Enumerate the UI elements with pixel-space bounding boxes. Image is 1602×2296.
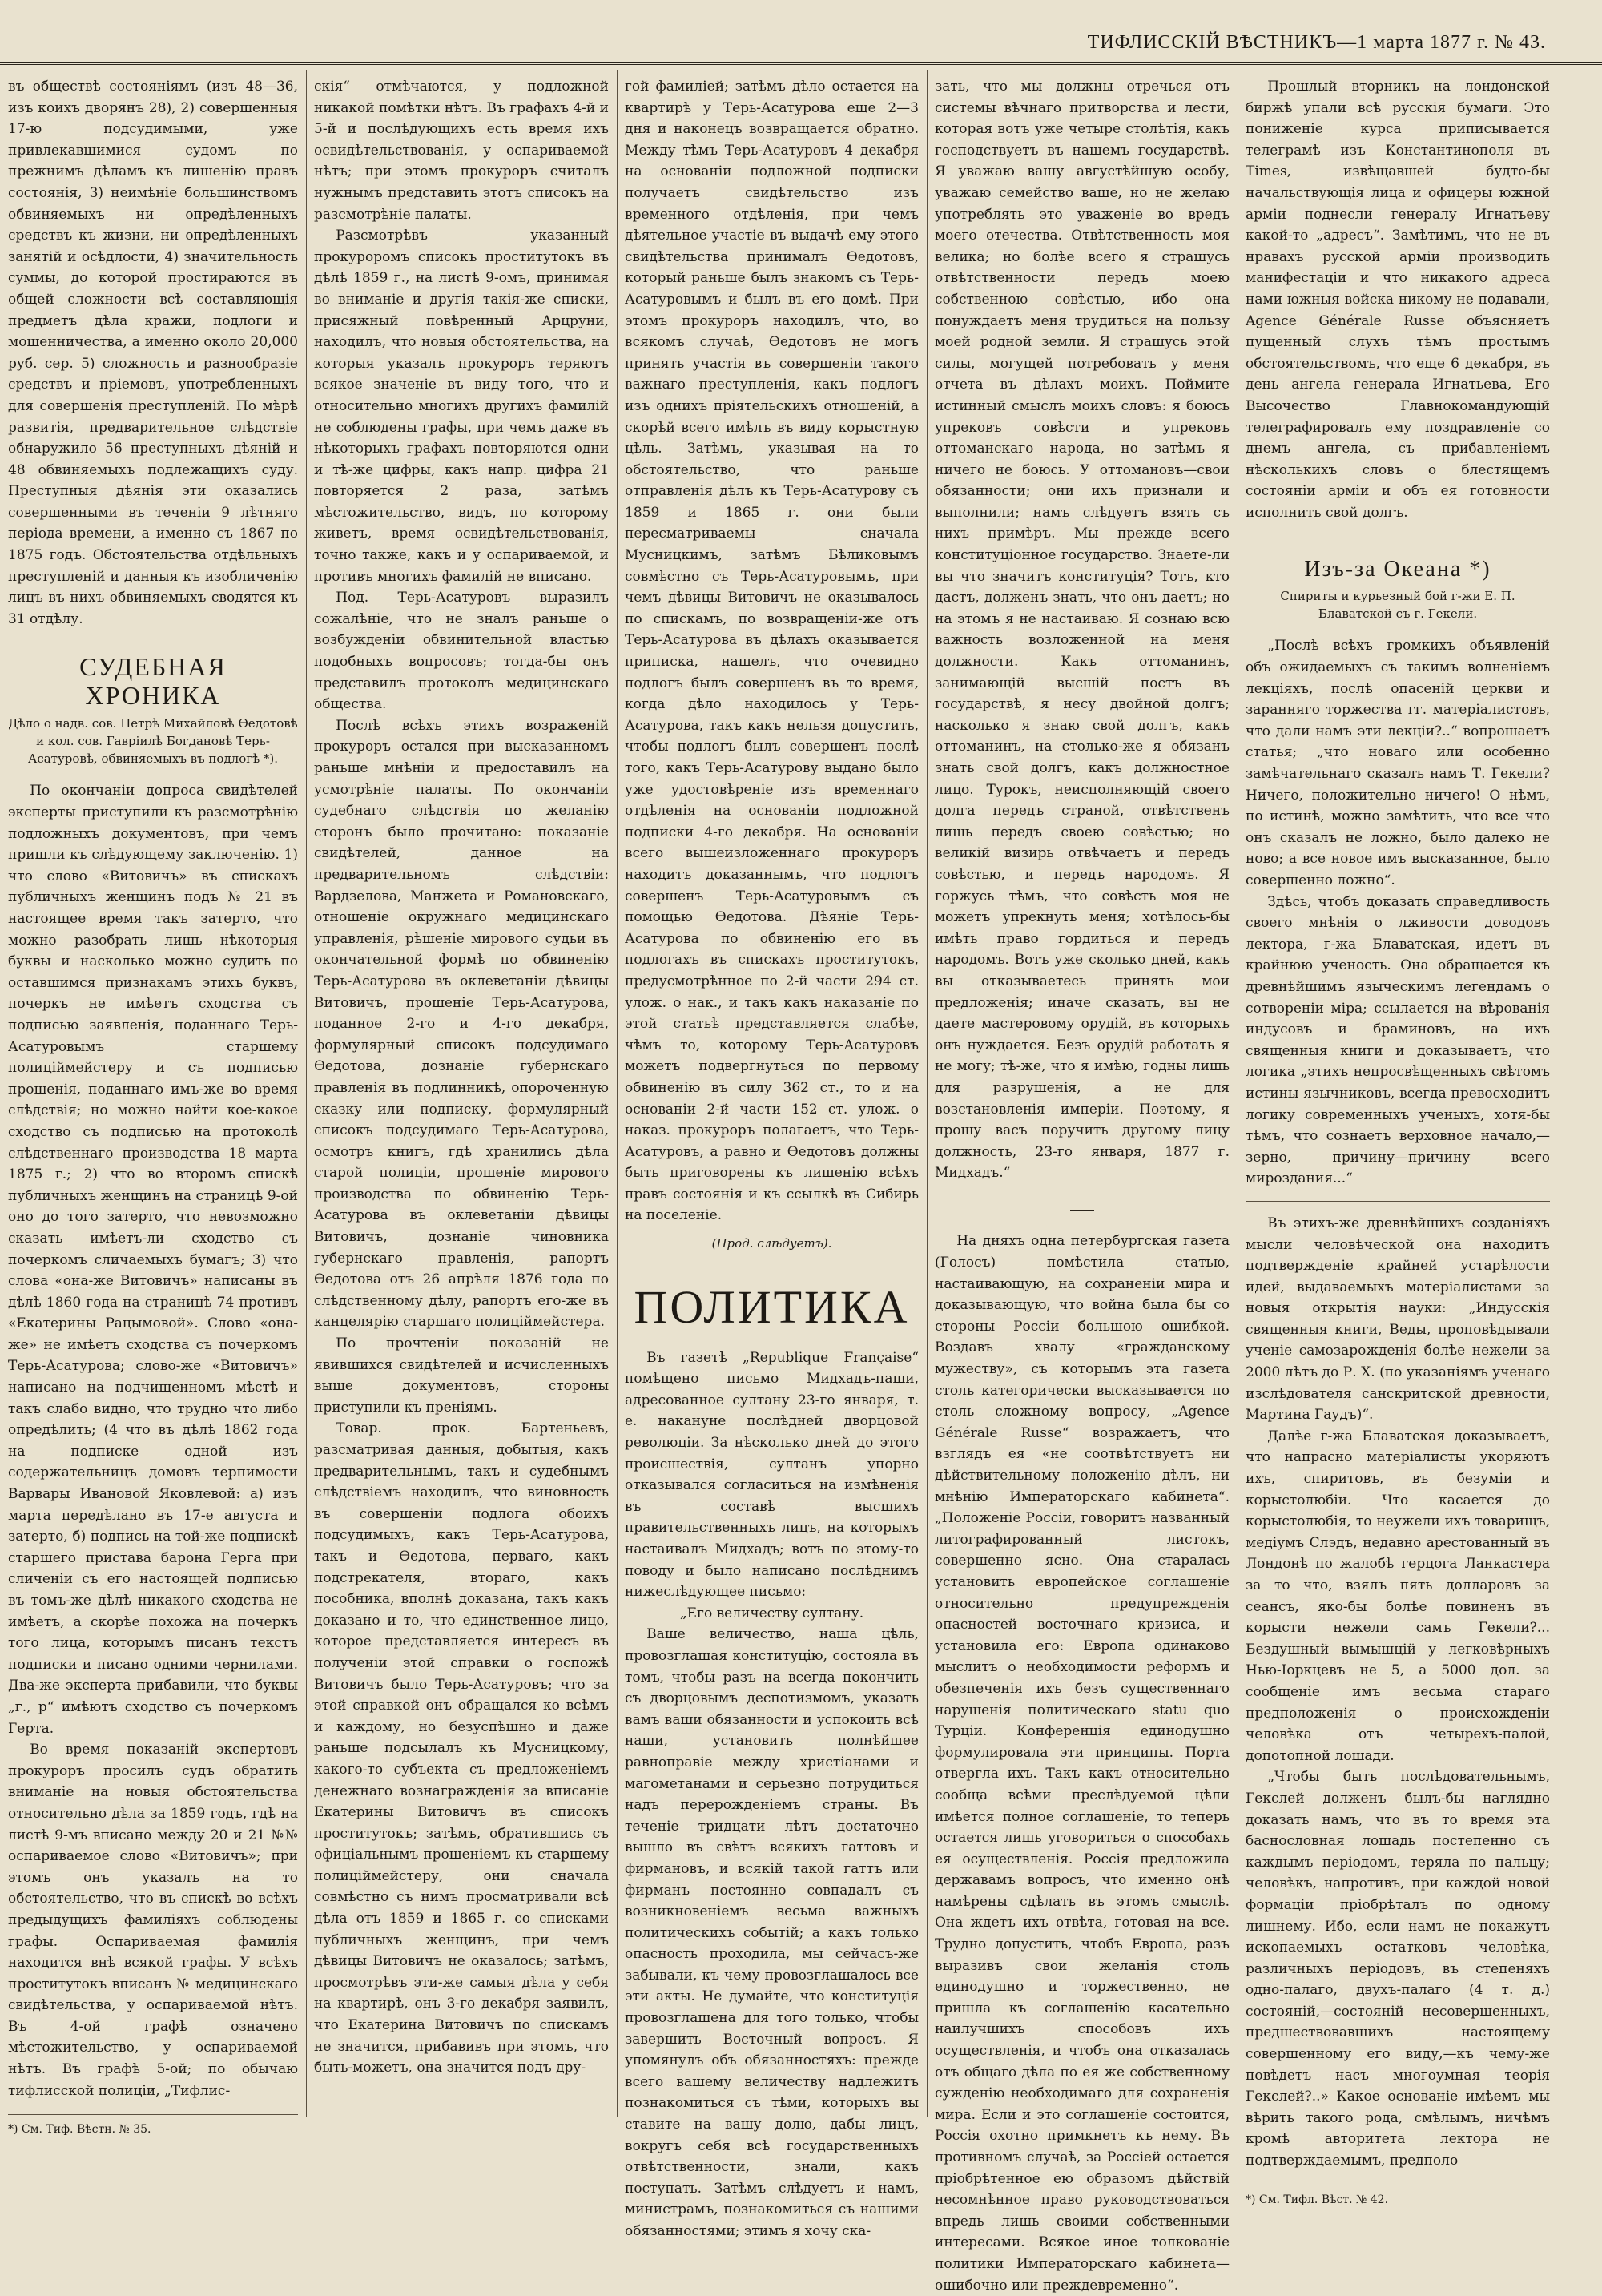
paragraph: По окончаніи допроса свидѣтелей эксперты приступили къ разсмотрѣнію подложныхъ документовъ, при чемъ пришли къ слѣдующему заключенію. 1) что слово «Витовичъ» въ спискахъ публичныхъ женщинъ подъ № 21 въ настоящее время такъ затерто, что можно разобрать лишь нѣкоторыя буквы и насколько можно судить по оставшимся признакамъ этихъ буквъ, почеркъ не имѣетъ сходства съ подписью заявленія, поданнаго Терь-Асатуровымъ старшему полиціймейстеру и съ подписью прошенія, поданнаго имъ-же во время слѣдствія; но можно найти кое-какое сходство съ подписью на протоколѣ слѣдственнаго производства 18 марта 1875 г.; 2) что во второмъ спискѣ публичныхъ женщинъ на страницѣ 9-ой оно до того затерто, что невозможно сказать имѣетъ-ли сходство съ почеркомъ сличаемыхъ бумагъ; 3) что слова «она-же Витовичъ» написаны въ дѣлѣ 1860 года на страницѣ 74 противъ «Екатерины Рацымовой». Слово «она-же» не имѣетъ сходства съ почеркомъ Терь-Асатурова; слово-же «Витовичъ» написано на подчищенномъ мѣстѣ и такъ слабо видно, что трудно что либо опредѣлить; (4 что въ дѣлѣ 1862 года на подписке одной изъ содержательницъ домовъ терпимости Варвары Ивановой Яковлевой: а) изъ марта передѣлано въ 17-е августа и затерто, б) подпись на той-же подпискѣ старшего пристава барона Герга при сличеніи съ его настоящей подписью въ томъ-же дѣлѣ никакого сходства не имѣетъ, а скорѣе похожа на почеркъ того лица, которымъ писанъ текстъ подписки и писано одними чернилами. Два-же эксперта прибавили, что буквы „г., р“ имѣютъ сходство съ почеркомъ Герта. [8, 783, 298, 1737]
paragraph: Послѣ всѣхъ этихъ возраженій прокуроръ остался при высказанномъ раньше мнѣніи и предоставилъ на усмотрѣніе палаты. По окончаніи судебнаго слѣдствія по желанію сторонъ было прочитано: показаніе свидѣтелей, данное на предварительномъ слѣдствіи: Вардзелова, Манжета и Романовскаго, отношеніе окружнаго медицинскаго управленія, рѣшеніе мирового судьи въ окончательной формѣ по обвиненію Терь-Асатурова въ оклеветаніи дѣвицы Витовичъ, прошеніе Терь-Асатурова, поданное 2-го и 4-го декабря, формулярный списокъ подсудимаго Өедотова, дознаніе губернскаго правленія въ подлинникѣ, опороченную сказку или подписку, формулярный списокъ подсудимаго Терь-Асатурова, осмотръ книгъ, гдѣ хранились дѣла старой полиціи, прошеніе мирового производства по обвиненію Терь-Асатурова въ оклеветаніи дѣвицы Витовичъ, дознаніе чиновника губернскаго правленія, рапортъ Өедотова отъ 26 апрѣля 1876 года по слѣдственному дѣлу, рапортъ его-же въ канцелярію старшаго полиціймейстера. [314, 717, 609, 1331]
paragraph: Под. Терь-Асатуровъ выразилъ сожалѣніе, что не зналъ раньше о возбужденіи обвинительной властью подобныхъ вопросовъ; тогда-бы онъ представилъ протоколъ медицинскаго общества. [314, 590, 609, 713]
column-3 [625, 76, 919, 2239]
section-heading-court: СУДЕБНАЯ ХРОНИКА [79, 652, 227, 711]
continued-note: (Прод. слѣдуетъ). [711, 1236, 832, 1251]
paragraph: „Послѣ всѣхъ громкихъ объявленій объ ожидаемыхъ съ такимъ волненіемъ лекціяхъ, послѣ опасеній церкви и заранняго торжества гг. матеріалистовъ, что дали намъ эти лекціи?..“ вопрошаетъ статья; „что новаго или особенно замѣчательнаго сказалъ намъ Т. Гекели? Ничего, положительно ничего! О нѣмъ, по истинѣ, можно замѣтить, что все что онъ сказалъ не ложно, было далеко не ново; а все новое имъ высказанное, было совершенно ложно“. [1246, 638, 1550, 888]
paragraph: По прочтеніи показаній не явившихся свидѣтелей и исчисленныхъ выше документовъ, стороны приступили къ преніямъ. [314, 1335, 609, 1416]
paragraph: Разсмотрѣвъ указанный прокуроромъ списокъ проститутокъ въ дѣлѣ 1859 г., на листѣ 9-омъ, принимая во вниманіе и другія такія-же списки, присяжный повѣренный Арцруни, находилъ, что новыя обстоятельства, на которыя указалъ прокуроръ теряютъ всякое значеніе въ виду того, что и относительно многихъ другихъ фамилій не соблюдены графы, при чемъ даже въ нѣкоторыхъ графахъ повторяются одни и тѣ-же цифры, какъ напр. цифра 21 повторяется 2 раза, затѣмъ мѣстожительство, видъ, по которому живетъ, время освидѣтельствованія, точно также, какъ и у оспариваемой, и противъ многихъ фамилій не вписано. [314, 228, 609, 585]
paragraph: скія“ отмѣчаются, у подложной никакой помѣтки нѣтъ. Въ графахъ 4-й и 5-й и послѣдующихъ есть время ихъ освидѣтельствованія, у оспариваемой нѣтъ; при этомъ прокуроръ считалъ нужнымъ представить этотъ списокъ на разсмотрѣніе палаты. [314, 79, 609, 223]
column-divider [617, 70, 618, 2117]
paragraph: Далѣе г-жа Блаватская доказываетъ, что напрасно матеріалисты укоряютъ ихъ, спиритовъ, въ безуміи и корыстолюбіи. Что касается до корыстолюбія, то неужели ихъ товарищъ, медіумъ Слэдъ, недавно арестованный въ Лондонѣ по жалобѣ герцога Ланкастера за то что, взялъ пять долларовъ за сеансъ, яко-бы болѣе повиненъ въ корысти нежели самъ Гекели?... Бездушный вымышцій у легковѣрныхъ Нью-Іоркцевъ не 5, а 5000 дол. за сообщеніе имъ весьма стараго предположенія о происхожденіи человѣка отъ четырехъ-палой, допотопной лошади. [1246, 1428, 1550, 1764]
paragraph: гой фамиліей; затѣмъ дѣло остается на квартирѣ у Терь-Асатурова еще 2—3 дня и наконецъ возвращается обратно. Между тѣмъ Терь-Асатуровъ 4 декабря на основаніи подложной подписки получаетъ свидѣтельство изъ временного отдѣленія, при чемъ дѣятельное участіе въ выдачѣ ему этого свидѣтельства принималъ Өедотовъ, который раньше былъ знакомъ съ Терь-Асатуровымъ и былъ въ его домѣ. При этомъ прокуроръ находилъ, что, во всякомъ случаѣ, Өедотовъ не могъ принять участія въ совершеніи такого важнаго преступленія, какъ подлогъ изъ однихъ пріятельскихъ отношеній, а скорѣй всего имѣлъ въ виду корыстную цѣль. Затѣмъ, указывая на то обстоятельство, что раньше отправленія дѣлъ къ Терь-Асатурову съ 1859 и 1865 г. они были пересматриваемы сначала Мусницкимъ, затѣмъ Бѣликовымъ совмѣстно съ Терь-Асатуровымъ, при чемъ дѣвицы Витовичъ не оказывалось по спискамъ, по возвращеніи-же отъ Терь-Асатурова въ дѣлахъ оказывается приписка, нашелъ, что очевидно подлогъ былъ совершенъ въ то время, когда дѣло находилось у Терь-Асатурова, такъ какъ нельзя допустить, чтобы подлогъ былъ совершенъ послѣ того, какъ Терь-Асатурову выдано было уже удостовѣреніе изъ временнаго отдѣленія на основаніи подложной подписки 4-го декабря. На основаніи всего вышеизложеннаго прокуроръ находитъ доказаннымъ, что подлогъ совершенъ Терь-Асатуровымъ съ помощью Өедотова. Дѣяніе Терь-Асатурова по обвиненію его въ подлогахъ въ спискахъ проститутокъ, предусмотрѣнное по 2-й части 294 ст. улож. о нак., и такъ какъ наказаніе по этой статьѣ представляется слабѣе, чѣмъ то, которому Терь-Асатуровъ можетъ подвергнуться по первому обвиненію въ силу 362 ст., то и на основаніи 2-й части 152 ст. улож. о наказ. прокуроръ полагаетъ, что Терь-Асатуровъ, а равно и Өедотовъ должны быть приговорены къ лишенію всѣхъ правъ состоянія и къ ссылкѣ въ Сибирь на поселеніе. [625, 79, 919, 1224]
column-divider [306, 70, 307, 2117]
paragraph: Въ газетѣ „Republique Française“ помѣщено письмо Мидхадъ-паши, адресованное султану 23-го января, т. е. накануне послѣдней дворцовой революціи. За нѣсколько дней до этого происшествія, султанъ упорно отказывался согласиться на измѣненія въ составѣ высшихъ правительственныхъ лицъ, на которыхъ настаивалъ Мидхадъ; вотъ по этому-то поводу и было написано послѣднимъ нижеслѣдующее письмо: [625, 1349, 919, 1601]
paragraph: Товар. прок. Бартеньевъ, разсматривая данныя, добытыя, какъ предварительнымъ, такъ и судебнымъ слѣдствіемъ находилъ, что виновность въ совершеніи подлога обоихъ подсудимыхъ, какъ Терь-Асатурова, такъ и Өедотова, перваго, какъ подстрекателя, втораго, какъ пособника, вполнѣ доказана, такъ какъ доказано и то, что единственное лицо, которое представляется интересъ въ полученіи этой справки о госпожѣ Витовичъ было Терь-Асатуровъ; что за этой справкой онъ обращался ко всѣмъ и каждому, но безуспѣшно и даже раньше подсылалъ къ Мусницкому, какого-то субъекта съ предложеніемъ денежнаго вознагражденія за вписаніе Екатерины Витовичъ въ списокъ проститутокъ; затѣмъ, обратившись съ офиціальнымъ прошеніемъ къ старшему полиціймейстеру, они сначала совмѣстно съ нимъ просматривали всѣ дѣла отъ 1859 и 1865 г. со списками публичныхъ женщинъ, при чемъ дѣвицы Витовичъ не оказалось; затѣмъ, просмотрѣвъ эти-же самыя дѣла у себя на квартирѣ, онъ 3-го декабря заявилъ, что Екатерина Витовичъ по спискамъ не значится, прибавивъ при этомъ, что быть-можетъ, она значится подъ дру- [314, 1420, 609, 2076]
rule [1246, 1201, 1550, 1202]
column-5 [1246, 76, 1550, 2206]
article-continuation: въ обществѣ состояніямъ (изъ 48—36, изъ коихъ дворянъ 28), 2) совершенныя 17-ю подсудимыми, уже привлекавшимися судомъ по прежнимъ дѣламъ къ лишенію правъ состоянія, 3) неимѣніе большинствомъ обвиняемыхъ ни опредѣленныхъ средствъ къ жизни, ни опредѣленныхъ занятій и осѣдлости, 4) значительность суммы, до которой простираются въ общей сложности всѣ составляющія предметъ дѣла кражи, подлоги и мошенничества, а именно около 20,000 руб. сер. 5) сложность и разнообразіе средствъ и пріемовъ, употребленныхъ для совершенія преступленій. По мѣрѣ развитія, предварительное слѣдствіе обнаружило 56 преступныхъ дѣяній и 48 обвиняемыхъ подлежащихъ суду. Преступныя дѣянія эти оказались совершенными въ теченіи 9 лѣтняго періода времени, а именно съ 1867 по 1875 годъ. Обстоятельства отдѣльныхъ преступленій и данныя къ изобличенію лицъ въ нихъ обвиняемыхъ сводятся къ 31 отдѣлу. [8, 79, 298, 627]
paragraph: Во время показаній экспертовъ прокуроръ просилъ судъ обратить вниманіе на новыя обстоятельства относительно дѣла за 1859 годъ, гдѣ на листѣ 9-мъ вписано между 20 и 21 №№ оспариваемое слово «Витовичъ»; при этомъ онъ указалъ на то обстоятельство, что въ спискѣ во всѣхъ предыдущихъ фамиліяхъ соблюдены графы. Оспариваемая фамилія находится внѣ всякой графы. У всѣхъ проститутокъ вписанъ № медицинскаго свидѣтельства, у оспариваемой нѣтъ. Въ 4-ой графѣ означено мѣстожительство, у оспариваемой нѣтъ. Въ графѣ 5-ой; по обычаю тифлисской полиціи, „Тифлис- [8, 1742, 298, 2099]
newspaper-title: ТИФЛИССКІЙ ВѢСТНИКЪ—1 марта 1877 г. № 43. [1087, 32, 1546, 53]
separator [935, 1197, 1230, 1218]
footnote: *) См. Тифл. Вѣст. № 42. [1246, 2185, 1550, 2208]
column-divider [927, 70, 928, 2117]
column-2 [314, 76, 609, 2111]
masthead [0, 0, 1602, 64]
section-heading-ocean: Изъ-за Океана *) [1304, 557, 1491, 582]
masthead-rule [0, 62, 1602, 65]
case-subheading: Дѣло о надв. сов. Петрѣ Михайловѣ Өедотовѣ и кол. сов. Гавріилѣ Богдановѣ Терь-Асатуровѣ, обвиняемыхъ въ подлогѣ *). [8, 716, 298, 767]
article-subheading: Спириты и курьезный бой г-жи Е. П. Блаватской съ г. Гекели. [1280, 589, 1515, 622]
paragraph: Здѣсь, чтобъ доказать справедливость своего мнѣнія о лживости доводовъ лектора, г-жа Блаватская, идетъ въ крайнюю ученость. Она обращается къ древнѣйшимъ языческимъ легендамъ о сотвореніи міра; ссылается на вѣрованія индусовъ и браминовъ, на ихъ священныя книги и доказываетъ, что логика „этихъ непросвѣщенныхъ свѣтомъ истины язычниковъ, всегда превосходитъ логику современныхъ ученыхъ, хотя-бы тѣмъ, что сознаетъ верховное начало,—зерно, причину—причину всего мироздания...“ [1246, 893, 1550, 1187]
paragraph: На дняхъ одна петербургская газета (Голосъ) помѣстила статью, настаивающую, на сохраненіи мира и доказывающую, что война была бы со стороны Россіи большою ошибкой. Воздавъ хвалу «гражданскому мужеству», съ которымъ эта газета столь категорически высказывается по столь сложному вопросу, „Agence Générale Russe“ возражаетъ, что взглядъ ея «не соотвѣтствуетъ ни дѣйствительному положенію дѣлъ, ни мнѣнію Императорскаго кабинета“. „Положеніе Россіи, говоритъ названный литографированный листокъ, совершенно ясно. Она старалась установить европейское соглашеніе относительно предупрежденія опасностей восточнаго кризиса, и установила его: Европа одинаково мыслитъ о необходимости реформъ и обезпеченія ихъ безъ существеннаго нарушенія политическаго statu quo Турціи. Конференція единодушно формулировала эти принципы. Порта отвергла ихъ. Такъ какъ относительно сообща всѣми преслѣдуемой цѣли имѣется полное соглашеніе, то теперь остается лишь уговориться о способахъ ея осуществленія. Россія предложила державамъ вопросъ, что именно онѣ намѣрены сдѣлать въ этомъ смыслѣ. Она ждетъ ихъ отвѣта, готовая на все. Трудно допустить, чтобъ Европа, разъ выразивъ свои желанія столь единодушно и торжественно, не пришла къ соглашенію касательно наилучшихъ способовъ ихъ осуществленія, и чтобъ она отказалась отъ общаго дѣла по ея же собственному сужденію необходимаго для сохраненія мира. Если и это соглашеніе состоится, Россія охотно примкнетъ къ нему. Въ противномъ случаѣ, за Россіей остается пріобрѣтенное ею образомъ дѣйствій несомнѣнное право руководствоваться впредь лишь своими собственными интересами. Всякое иное толкованіе политики Императорскаго кабинета—ошибочно или преждевременно“. [935, 1233, 1230, 2294]
letter-salutation: „Его величеству султану. [679, 1605, 864, 1621]
section-heading-politics: ПОЛИТИКА [634, 1280, 910, 1333]
paragraph: Прошлый вторникъ на лондонской биржѣ упали всѣ русскія бумаги. Это пониженіе курса приписывается телеграмѣ изъ Константинополя въ Times, извѣщавшей будто-бы начальствующія лица и офицеры южной арміи поднесли генералу Игнатьеву какой-то „адресъ“. Замѣтимъ, что не въ нравахъ русской арміи производить манифестаціи и что никакого адреса нами южныя войска никому не подавали, Agence Générale Russe объясняетъ пущенный слухъ тѣмъ простымъ обстоятельствомъ, что еще 6 декабря, въ день ангела генерала Игнатьева, Его Высочество Главнокомандующій телеграфировалъ ему поздравленіе со днемъ ангела, съ прибавленіемъ нѣсколькихъ словъ о блестящемъ состояніи арміи и объ ея готовности исполнить свой долгъ. [1246, 79, 1550, 521]
paragraph: „Чтобы быть послѣдовательнымъ, Гекслей долженъ былъ-бы наглядно доказать намъ, что въ то время эта баснословная лошадь постепенно съ каждымъ періодомъ, теряла по пальцу; человѣкъ, напротивъ, при каждой новой формаціи пріобрѣталъ по одному лишнему. Ибо, если намъ не покажутъ ископаемыхъ остатковъ человѣка, различныхъ періодовъ, въ степеняхъ одно-палаго, двухъ-палаго (4 т. д.) состояній,—состояній несовершенныхъ, предшествовавшихъ настоящему совершенному его виду,—къ чему-же повѣдетъ насъ многоумная теорія Гекслей?..» Какое основаніе имѣемъ мы вѣрить такого рода, смѣлымъ, ничѣмъ кромѣ авторитета лектора не подтверждаемымъ, предполо [1246, 1769, 1550, 2169]
paragraph: Въ этихъ-же древнѣйшихъ созданіяхъ мысли человѣческой она находитъ подтвержденіе крайней устарѣлости идей, выдаваемыхъ матеріалистами за новыя открытія науки: „Индусскія священныя книги, Веды, проповѣдывали ученіе самозарожденія болѣе нежели за 2000 лѣтъ до Р. Х. (по указаніямъ ученаго изслѣдователя санскритской древности, Мартина Гаудъ)“. [1246, 1214, 1550, 1424]
paragraph: Ваше величество, наша цѣль, провозглашая конституцію, состояла въ томъ, чтобы разъ на всегда покончить съ дворцовымъ деспотизмомъ, указать вамъ ваши обязанности и успокоить всѣ наши, установить полнѣйшее равноправіе между христіанами и магометанами и серьезно потрудиться надъ перерожденіемъ страны. Въ теченіе тридцати лѣтъ достаточно вышло въ свѣтъ всякихъ гаттовъ и фирмановъ, и всякій такой гаттъ или фирманъ постоянно совпадалъ съ возникновеніемъ весьма важныхъ политическихъ событій; а какъ только опасность проходила, мы сейчасъ-же забывали, къ чему провозглашалось все эти акты. Не думайте, что конституція провозглашена для того только, чтобы завершить Восточный вопросъ. Я упомянулъ объ обязанностяхъ: прежде всего вашему величеству надлежитъ познакомиться съ тѣми, которыхъ вы ставите на вашу долю, дабы лицъ, вокругъ себя всѣ государственныхъ отвѣтственности, знали, какъ поступать. Затѣмъ слѣдуетъ и намъ, министрамъ, познакомиться съ нашими обязанностями; этимъ я хочу ска- [625, 1626, 919, 2239]
paragraph: зать, что мы должны отречься отъ системы вѣчнаго притворства и лести, которая вотъ уже четыре столѣтія, какъ господствуетъ въ нашемъ государствѣ. Я уважаю вашу августѣйшую особу, уважаю семейство ваше, но не желаю употреблять это уваженіе во вредъ моего отечества. Отвѣтственность моя велика; но болѣе всего я страшусь отвѣтственности передъ моею собственною совѣстью, ибо она понуждаетъ меня трудиться на пользу моей родной земли. Я страшусь этой силы, могущей потребовать у меня отчета въ дѣлахъ моихъ. Поймите истинный смыслъ моихъ словъ: я боюсь упрековъ совѣсти и упрековъ оттоманскаго народа, но затѣмъ я ничего не боюсь. У оттомановъ—свои обязанности; они ихъ признали и выполнили; намъ слѣдуетъ взять съ нихъ примѣръ. Мы прежде всего конституціонное государство. Знаете-ли вы что значитъ конституція? Тотъ, кто дастъ, долженъ знать, что онъ даетъ; но на этомъ я не настаиваю. Я сознаю всю важность возложенной на меня должности. Какъ оттоманинъ, занимающій высшій постъ въ государствѣ, я несу двойной долгъ; насколько я знаю свой долгъ, какъ оттоманинъ, на столько-же я обязанъ знать свой долгъ, какъ должностное лицо. Турокъ, неисполняющій своего долга передъ страной, отвѣтственъ лишь передъ своею совѣстью; но великій визирь отвѣчаетъ и передъ совѣстью, и передъ народомъ. Я горжусь тѣмъ, что совѣсть моя не можетъ упрекнуть меня; хотѣлось-бы имѣть право гордиться и передъ народомъ. Вотъ уже сколько дней, какъ вы отказываетесь принять мои предложенія; иначе сказать, вы не даете мастеровому орудій, въ которыхъ онъ нуждается. Безъ орудій работать я не могу; тѣ-же, что я имѣю, годны лишь для разрушенія, а не для возстановленія имперіи. Поэтому, я прошу васъ поручить другому лицу должность, 23-го января, 1877 г. Мидхадъ.“ [935, 79, 1230, 1182]
column-1 [8, 76, 298, 2137]
column-4 [935, 76, 1230, 2294]
footnote: *) См. Тиф. Вѣстн. № 35. [8, 2114, 298, 2137]
